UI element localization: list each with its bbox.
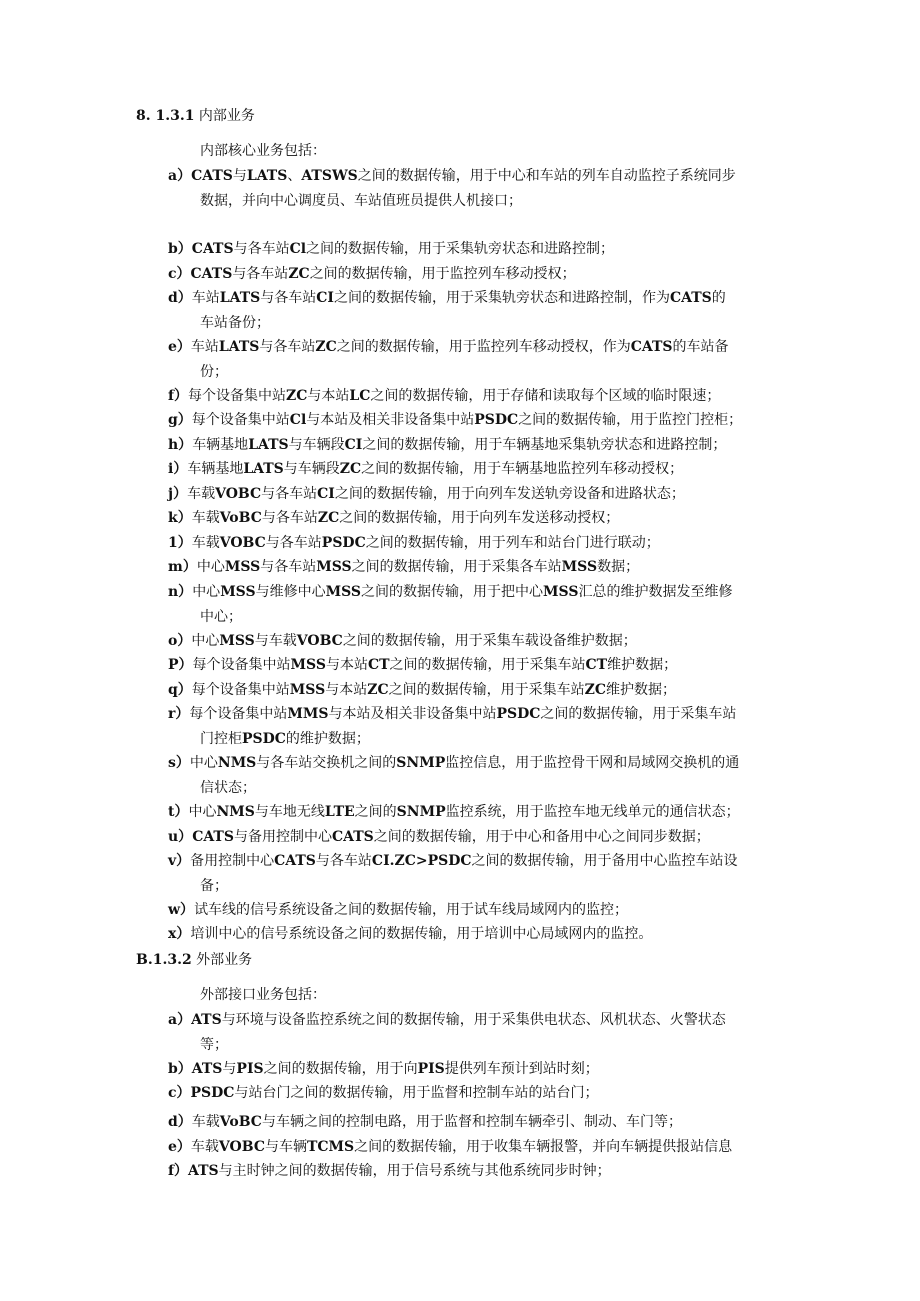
list-item-label: 1） bbox=[168, 535, 192, 551]
section-heading-internal bbox=[136, 104, 836, 129]
list-item-text: 每个设备集中站ZC与本站LC之间的数据传输，用于存储和读取每个区域的临时限速； bbox=[188, 388, 721, 404]
list-item-label: h） bbox=[168, 437, 193, 453]
list-item-text: 试车线的信号系统设备之间的数据传输，用于试车线局域网内的监控； bbox=[194, 902, 629, 918]
list-item-label: n） bbox=[168, 584, 193, 600]
list-item bbox=[168, 286, 798, 335]
section-intro: 内部核心业务包括： bbox=[200, 143, 326, 159]
list-item bbox=[168, 506, 798, 531]
list-item-text: 车站LATS与各车站ZC之间的数据传输，用于监控列车移动授权，作为CATS的车站备 bbox=[190, 339, 729, 355]
list-item bbox=[168, 653, 798, 678]
list-item bbox=[168, 433, 798, 458]
list-item-text: 每个设备集中站MMS与本站及相关非设备集中站PSDC之间的数据传输，用于采集车站 bbox=[189, 706, 737, 722]
list-item-label: q） bbox=[168, 682, 192, 698]
list-item-text: 车载VOBC与车辆TCMS之间的数据传输，用于收集车辆报警，并向车辆提供报站信息 bbox=[190, 1139, 733, 1155]
list-item bbox=[168, 751, 798, 800]
list-item-text: 车载VoBC与车辆之间的控制电路，用于监督和控制车辆牵引、制动、车门等； bbox=[191, 1114, 682, 1130]
list-item-text: 培训中心的信号系统设备之间的数据传输，用于培训中心局域网内的监控。 bbox=[190, 926, 653, 942]
section-number: B.1.3.2 bbox=[136, 952, 192, 968]
list-item-text: 每个设备集中站Cl与本站及相关非设备集中站PSDC之间的数据传输，用于监控门控柜； bbox=[191, 412, 743, 428]
list-item bbox=[168, 898, 798, 923]
list-item bbox=[168, 629, 798, 654]
list-item-label: P） bbox=[168, 657, 193, 673]
list-item-text: CATS与备用控制中心CATS之间的数据传输，用于中心和备用中心之间同步数据； bbox=[192, 829, 710, 845]
list-item-label: k） bbox=[168, 510, 192, 526]
list-item bbox=[168, 482, 798, 507]
list-item-label: d） bbox=[168, 290, 192, 306]
list-item-text: ATS与环境与设备监控系统之间的数据传输，用于采集供电状态、风机状态、火警状态 bbox=[191, 1012, 726, 1028]
list-item bbox=[168, 555, 798, 580]
list-item-text: 车载VOBC与各车站PSDC之间的数据传输，用于列车和站台门进行联动； bbox=[191, 535, 660, 551]
list-item bbox=[168, 922, 798, 947]
list-item bbox=[168, 237, 798, 262]
list-item-text-continued: 等； bbox=[200, 1036, 228, 1053]
list-item-text: 中心NMS与车地无线LTE之间的SNMP监控系统，用于监控车地无线单元的通信状态； bbox=[188, 804, 740, 820]
list-item-text: ATS与主时钟之间的数据传输，用于信号系统与其他系统同步时钟； bbox=[188, 1163, 611, 1179]
list-item-text: 车载VOBC与各车站CI之间的数据传输，用于向列车发送轨旁设备和进路状态； bbox=[187, 486, 685, 502]
list-item-text-continued: 车站备份； bbox=[200, 314, 270, 331]
list-item-text: 车站LATS与各车站CI之间的数据传输，用于采集轨旁状态和进路控制，作为CATS的 bbox=[191, 290, 726, 306]
list-item bbox=[168, 335, 798, 384]
list-item bbox=[168, 457, 798, 482]
list-item-label: j） bbox=[168, 486, 188, 502]
list-item-label: o） bbox=[168, 633, 192, 649]
list-item-text: 每个设备集中站MSS与本站CT之间的数据传输，用于采集车站CT维护数据； bbox=[192, 657, 678, 673]
list-item bbox=[168, 1081, 798, 1106]
list-item bbox=[168, 164, 798, 213]
list-item-text: CATS与LATS、ATSWS之间的数据传输，用于中心和车站的列车自动监控子系统同步 bbox=[191, 168, 736, 184]
list-item-text-continued: 信状态； bbox=[200, 779, 256, 796]
list-item-label: v） bbox=[168, 853, 191, 869]
list-item-text: 中心MSS与车载VOBC之间的数据传输，用于采集车载设备维护数据； bbox=[191, 633, 637, 649]
list-item-label: a） bbox=[168, 168, 192, 184]
list-item-label: m） bbox=[168, 559, 197, 575]
section-title: 内部业务 bbox=[198, 108, 255, 124]
list-item-label: u） bbox=[168, 829, 193, 845]
list-item-text: 车辆基地LATS与车辆段CI之间的数据传输，用于车辆基地采集轨旁状态和进路控制； bbox=[192, 437, 727, 453]
list-item-text: 车辆基地LATS与车辆段ZC之间的数据传输，用于车辆基地监控列车移动授权； bbox=[187, 461, 684, 477]
list-item-label: e） bbox=[168, 1139, 191, 1155]
list-item-text: 每个设备集中站MSS与本站ZC之间的数据传输，用于采集车站ZC维护数据； bbox=[191, 682, 676, 698]
list-item-label: b） bbox=[168, 1061, 192, 1077]
list-item bbox=[168, 384, 798, 409]
list-item bbox=[168, 262, 798, 287]
list-item-label: x） bbox=[168, 926, 191, 942]
list-item-label: s） bbox=[168, 755, 190, 771]
list-item-text: 车载VoBC与各车站ZC之间的数据传输，用于向列车发送移动授权； bbox=[191, 510, 620, 526]
list-item-label: t） bbox=[168, 804, 189, 820]
list-item bbox=[168, 702, 798, 751]
section-title: 外部业务 bbox=[196, 952, 253, 968]
list-item bbox=[168, 408, 798, 433]
list-item bbox=[168, 678, 798, 703]
section-number: 8. 1.3.1 bbox=[136, 108, 195, 124]
list-item-text-continued: 门控柜PSDC的维护数据； bbox=[200, 730, 370, 747]
list-item bbox=[168, 1057, 798, 1082]
list-item bbox=[168, 1008, 798, 1057]
list-item bbox=[168, 1110, 798, 1135]
list-item-label: r） bbox=[168, 706, 190, 722]
list-item-label: c） bbox=[168, 266, 191, 282]
list-item-label: e） bbox=[168, 339, 191, 355]
list-item-text-continued: 中心； bbox=[200, 608, 242, 625]
list-item-label: b） bbox=[168, 241, 192, 257]
list-item bbox=[168, 800, 798, 825]
list-item-label: c） bbox=[168, 1085, 191, 1101]
list-item bbox=[168, 825, 798, 850]
list-item-label: i） bbox=[168, 461, 188, 477]
list-item bbox=[168, 531, 798, 556]
list-item bbox=[168, 1135, 798, 1160]
list-item-text: 中心MSS与维修中心MSS之间的数据传输，用于把中心MSS汇总的维护数据发至维修 bbox=[192, 584, 733, 600]
list-item-text: PSDC与站台门之间的数据传输，用于监督和控制车站的站台门； bbox=[190, 1085, 599, 1101]
list-item-text: CATS与各车站Cl之间的数据传输，用于采集轨旁状态和进路控制； bbox=[191, 241, 615, 257]
list-item-text: ATS与PIS之间的数据传输，用于向PIS提供列车预计到站时刻； bbox=[191, 1061, 599, 1077]
list-item-text-continued: 份； bbox=[200, 363, 228, 380]
list-item bbox=[168, 580, 798, 629]
list-item-text-continued: 数据，并向中心调度员、车站值班员提供人机接口； bbox=[200, 192, 522, 209]
list-item bbox=[168, 849, 798, 898]
section-intro: 外部接口业务包括： bbox=[200, 987, 326, 1003]
list-item-label: d） bbox=[168, 1114, 192, 1130]
list-item-text: 备用控制中心CATS与各车站CI.ZC>PSDC之间的数据传输，用于备用中心监控车站设 bbox=[190, 853, 738, 869]
section-heading-external bbox=[136, 948, 836, 973]
list-item-text: 中心MSS与各车站MSS之间的数据传输，用于采集各车站MSS数据； bbox=[196, 559, 640, 575]
list-item-text-continued: 备； bbox=[200, 877, 228, 894]
list-item-text: CATS与各车站ZC之间的数据传输，用于监控列车移动授权； bbox=[190, 266, 576, 282]
list-item bbox=[168, 1159, 798, 1184]
list-item-label: f） bbox=[168, 388, 189, 404]
list-item-label: g） bbox=[168, 412, 192, 428]
list-item-label: f） bbox=[168, 1163, 189, 1179]
list-item-label: a） bbox=[168, 1012, 192, 1028]
list-item-text: 中心NMS与各车站交换机之间的SNMP监控信息，用于监控骨干网和局域网交换机的通 bbox=[189, 755, 740, 771]
list-item-label: w） bbox=[168, 902, 195, 918]
